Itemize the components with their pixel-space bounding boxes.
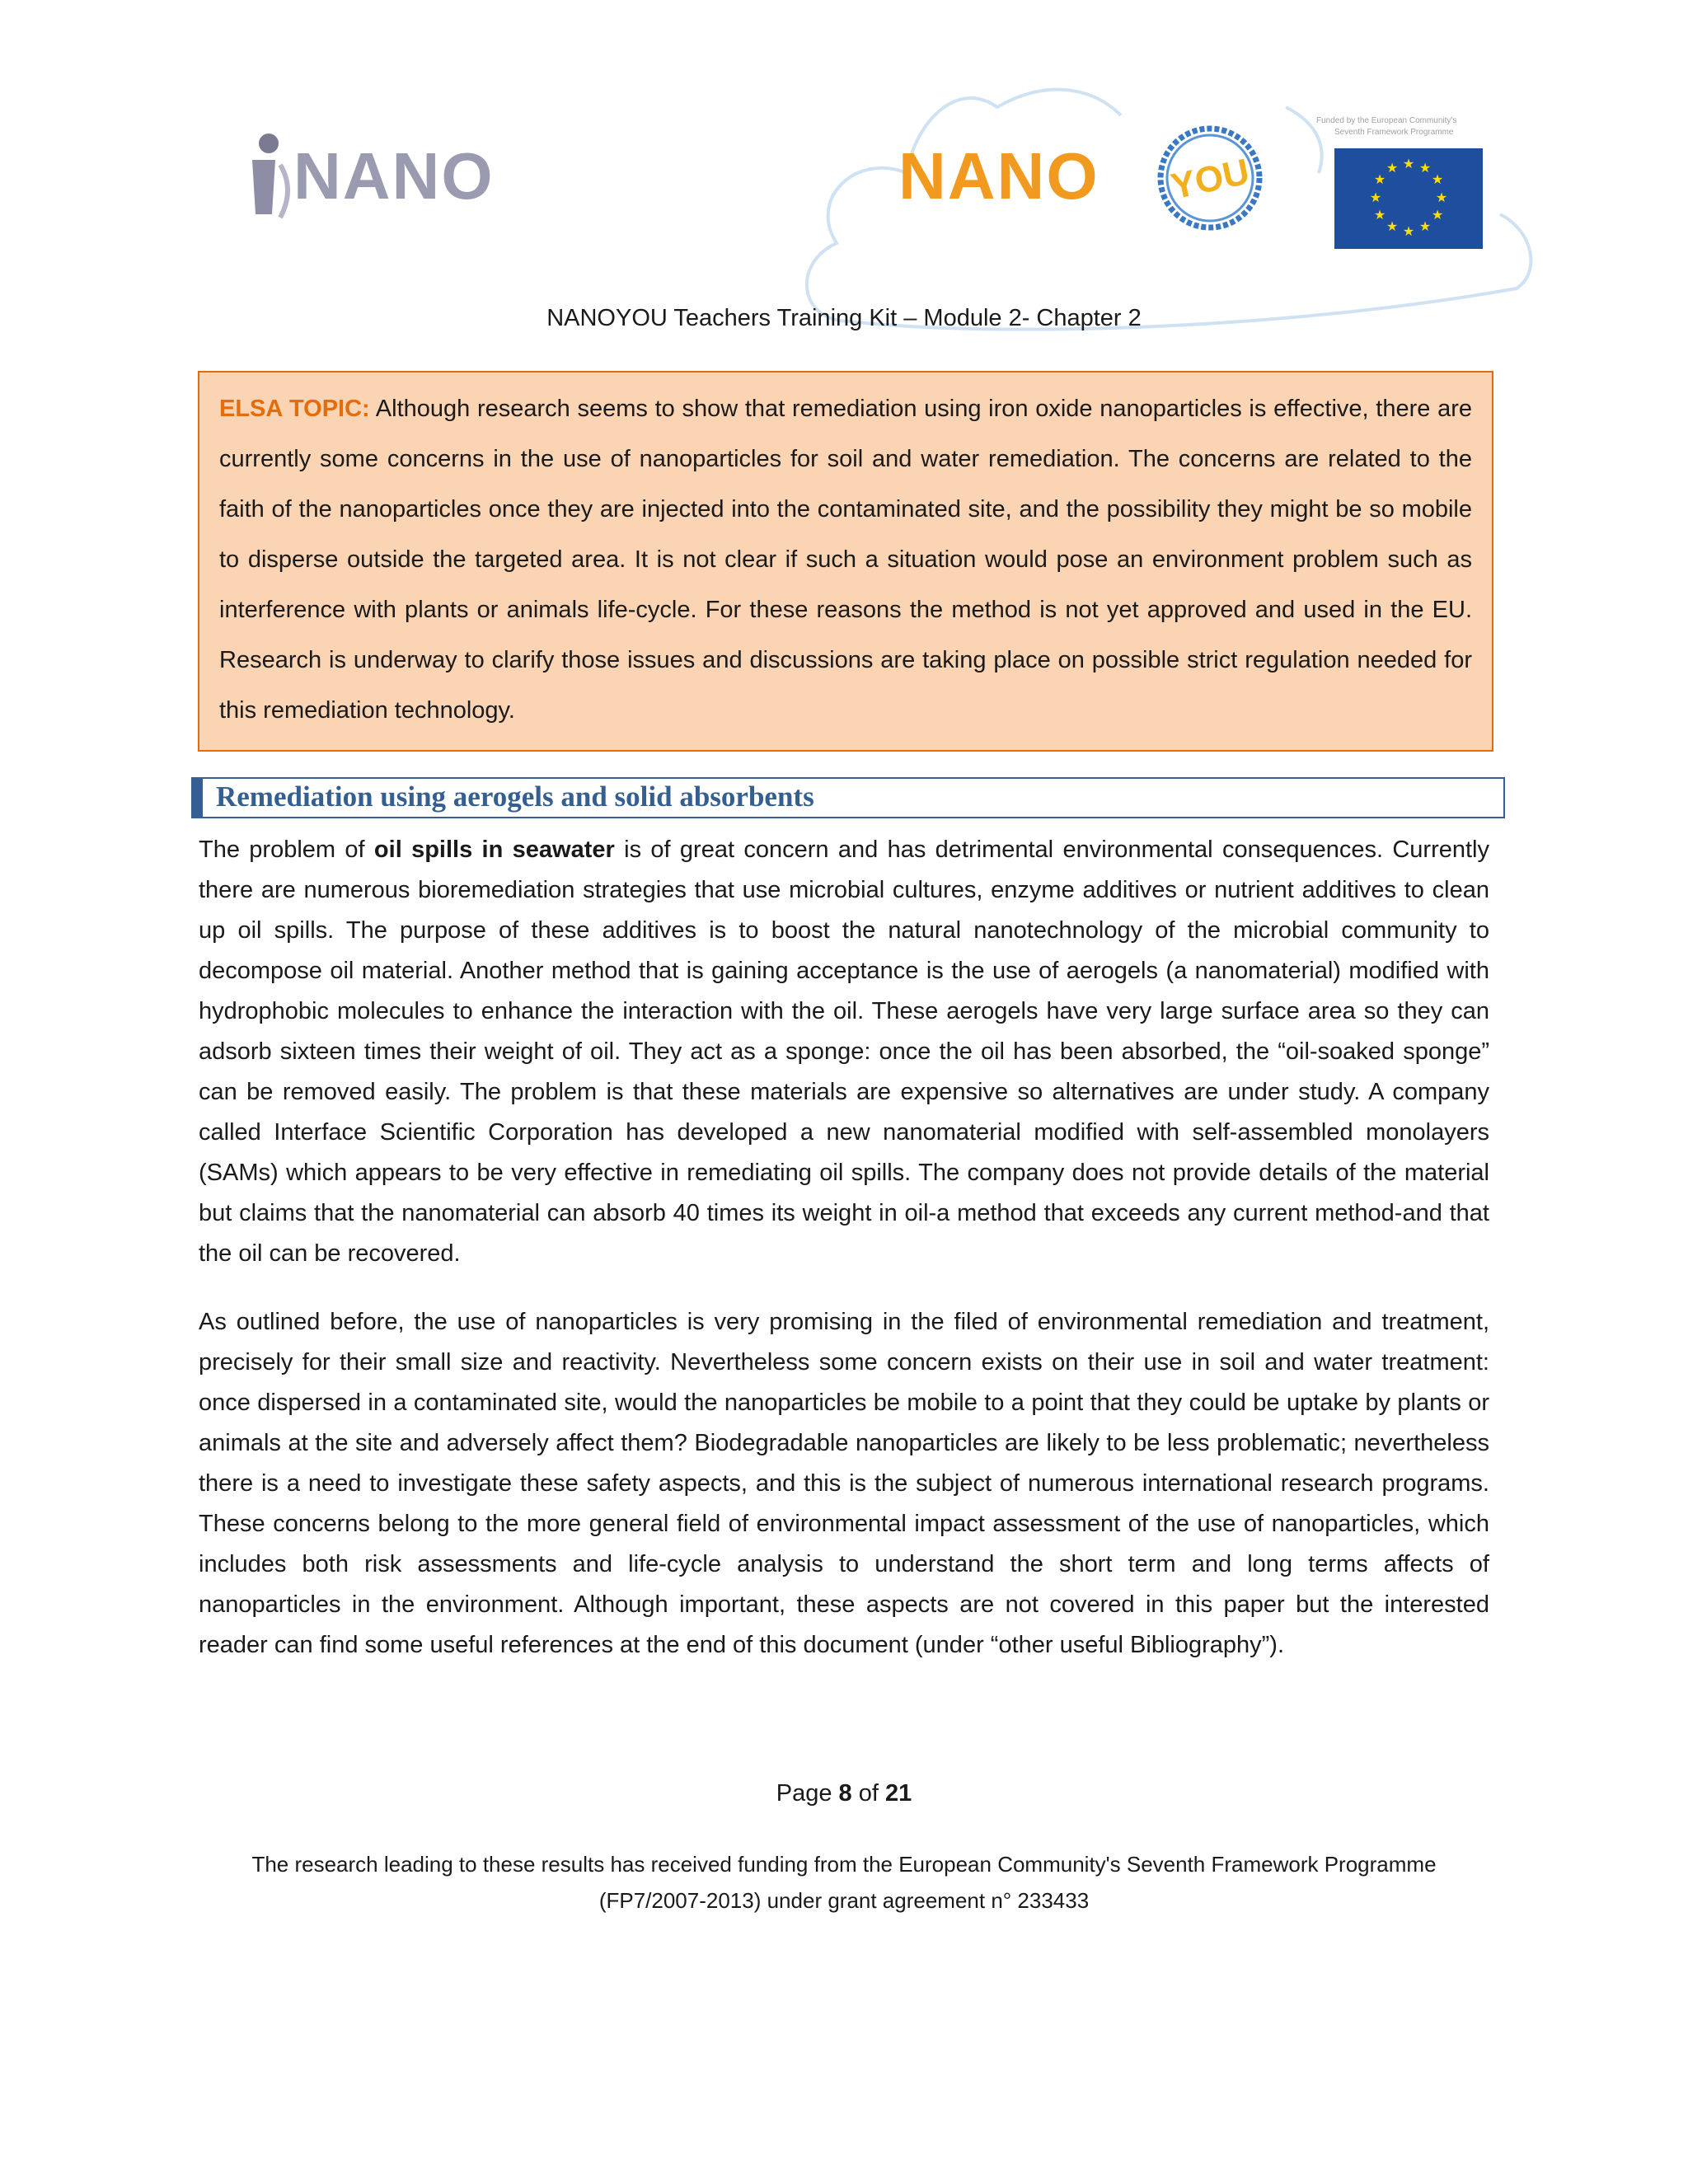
paragraph-oil-spills (199, 830, 1489, 1274)
paragraph-oil-spills-bold: oil spills in seawater (373, 837, 615, 863)
svg-text:★: ★ (1369, 190, 1382, 205)
svg-text:★: ★ (1431, 171, 1444, 187)
elsa-topic-body: Although research seems to show that remediation using iron oxide nanoparticles is effective, there are currently some concerns in the use of nanoparticles for soil and water remediation. The concerns are related to the faith of the nanoparticles once they are injected into the contaminated site, and the possibility they might be so mobile to disperse outside the targeted area. It is not clear if such a situation would pose an environment problem such as interference with plants or animals life-cycle. For these reasons the method is not yet approved and used in the EU. Research is underway to clarify those issues and discussions are taking place on possible strict regulation needed for this remediation technology. (219, 396, 1472, 724)
inano-logo-text: NANO (293, 139, 495, 213)
page-total: 21 (884, 1780, 912, 1807)
funding-line1: The research leading to these results has received funding from the European Community's Seventh Framework Programme (251, 1852, 1437, 1877)
page-prefix: Page (776, 1780, 839, 1807)
page-current: 8 (838, 1780, 852, 1807)
page-number (0, 1780, 1688, 1807)
svg-text:★: ★ (1373, 171, 1386, 187)
paragraph-oil-spills-rest: is of great concern and has detrimental environmental consequences. Currently there are numerous bioremediation strategies that use microbial cultures, enzyme additives or nutrient additives to clean up oil spills. The purpose of these additives is to boost the natural nanotechnology of the microbial community to decompose oil material. Another method that is gaining acceptance is the use of aerogels (a nanomaterial) modified with hydrophobic molecules to enhance the interaction with the oil. These aerogels have very large surface area so they can adsorb sixteen times their weight of oil. They act as a sponge: once the oil has been absorbed, the “oil-soaked sponge” can be removed easily. The problem is that these materials are expensive so alternatives are under study. A company called Interface Scientific Corporation has developed a new nanomaterial modified with self-assembled monolayers (SAMs) which appears to be very effective in remediating oil spills. The company does not provide details of the material but claims that the nanomaterial can absorb 40 times its weight in oil-a method that exceeds any current method-and that the oil can be recovered. (199, 837, 1489, 1267)
nanoyou-logo (898, 115, 1294, 239)
section-heading-box (191, 777, 1505, 818)
svg-text:★: ★ (1431, 207, 1444, 223)
nanoyou-logo-text: NANO (898, 139, 1100, 213)
elsa-topic-label: ELSA TOPIC: (219, 396, 370, 422)
funding-line2: (FP7/2007-2013) under grant agreement n° 233433 (598, 1888, 1090, 1913)
eu-funding-badge (1306, 115, 1488, 255)
eu-caption-line2: Seventh Framework Programme (1334, 128, 1454, 137)
svg-text:★: ★ (1402, 223, 1415, 239)
svg-text:★: ★ (1402, 156, 1415, 171)
eu-caption-line1: Funded by the European Community's (1316, 116, 1457, 125)
svg-text:★: ★ (1418, 218, 1432, 234)
inano-logo (241, 124, 504, 231)
paragraph-nanoparticle-concerns: As outlined before, the use of nanoparticles is very promising in the filed of environmental remediation and treatment, precisely for their small size and reactivity. Nevertheless some concern exists on their use in soil and water treatment: once dispersed in a contaminated site, would the nanoparticles be mobile to a point that they could be uptake by plants or animals at the site and adversely affect them? Biodegradable nanoparticles are likely to be less problematic; nevertheless there is a need to investigate these safety aspects, and this is the subject of numerous international research programs. These concerns belong to the more general field of environmental impact assessment of the use of nanoparticles, which includes both risk assessments and life-cycle analysis to understand the short term and long terms affects of nanoparticles in the environment. Although important, these aspects are not covered in this paper but the interested reader can find some useful references at the end of this document (under “other useful Bibliography”). (199, 1309, 1489, 1658)
nanoyou-you-text: YOU (1167, 151, 1254, 208)
svg-text:★: ★ (1373, 207, 1386, 223)
eu-flag-icon (1334, 148, 1483, 249)
section-heading: Remediation using aerogels and solid absorbents (216, 780, 814, 813)
elsa-topic-box (198, 371, 1493, 752)
svg-text:★: ★ (1418, 160, 1432, 176)
elsa-topic-text (219, 384, 1472, 736)
page-header (0, 0, 1688, 346)
svg-text:★: ★ (1435, 190, 1448, 205)
svg-text:★: ★ (1386, 218, 1399, 234)
page-of: of (851, 1780, 885, 1807)
paragraph-oil-spills-lead: The problem of (199, 837, 374, 863)
nanoyou-ring-icon (1152, 119, 1268, 234)
running-head: NANOYOU Teachers Training Kit – Module 2- Chapter 2 (546, 305, 1142, 331)
inano-i-mark-icon (247, 132, 297, 223)
svg-text:★: ★ (1386, 160, 1399, 176)
funding-statement (165, 1846, 1523, 1919)
